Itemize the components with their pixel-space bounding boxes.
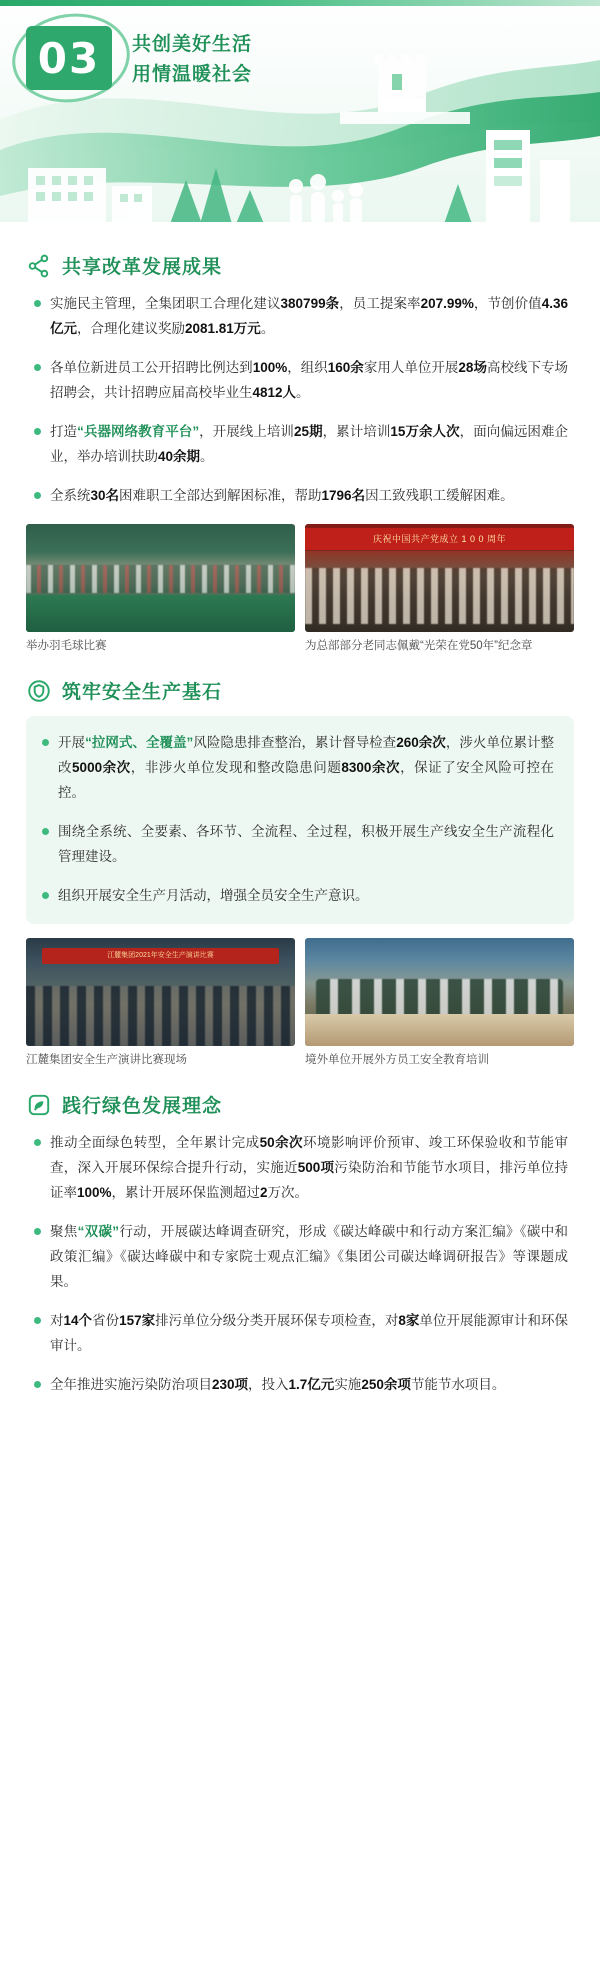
photo-caption: 为总部部分老同志佩戴“光荣在党50年”纪念章 [305, 640, 533, 652]
photo-people-silhouette [316, 979, 563, 1016]
list-item: 推动全面绿色转型，全年累计完成50余次环境影响评价预审、竣工环保验收和节能审查，深入开展环保综合提升行动，实施近500项污染防治和节能节水项目，排污单位持证率100%，累计开展环保监测超过2万次。 [26, 1130, 574, 1219]
party-anniversary-photo [305, 524, 574, 632]
list-item: 开展“拉网式、全覆盖”风险隐患排查整治，累计督导检查260余次，涉火单位累计整改5000余次，非涉火单位发现和整改隐患问题8300余次，保证了安全风险可控在控。 [34, 730, 560, 819]
badminton-match-photo [26, 524, 295, 632]
list-item: 聚焦“双碳”行动，开展碳达峰调查研究，形成《碳达峰碳中和行动方案汇编》《碳中和政策汇编》《碳达峰碳中和专家院士观点汇编》《集团公司碳达峰调研报告》等课题成果。 [26, 1219, 574, 1308]
bullet-list [26, 1130, 574, 1399]
photo-row [26, 938, 574, 1069]
list-item: 打造“兵器网络教育平台”，开展线上培训25期，累计培训15万余人次，面向偏远困难企业，举办培训扶助40余期。 [26, 419, 574, 483]
photo-people-silhouette [305, 568, 574, 624]
section-header [26, 252, 600, 279]
section-safety-production [0, 677, 600, 1069]
list-item: 全年推进实施污染防治项目230项，投入1.7亿元实施250余项节能节水项目。 [26, 1372, 574, 1399]
bullet-list [26, 716, 574, 924]
photo-overlay-text: 江麓集团2021年安全生产演讲比赛 [107, 952, 214, 959]
section-share-reform-results [0, 252, 600, 655]
page-banner [0, 0, 600, 230]
banner-title [132, 30, 252, 90]
list-item: 组织开展安全生产月活动，增强全员安全生产意识。 [34, 883, 560, 910]
photo-caption: 境外单位开展外方员工安全教育培训 [305, 1054, 489, 1066]
section-number-badge: 03 [26, 26, 112, 90]
list-item: 围绕全系统、全要素、各环节、全流程、全过程，积极开展生产线安全生产流程化管理建设。 [34, 819, 560, 883]
overseas-safety-training-photo [305, 938, 574, 1046]
banner-top-accent [0, 0, 600, 6]
photo-cell [26, 938, 295, 1069]
safety-speech-contest-photo [26, 938, 295, 1046]
photo-caption: 举办羽毛球比赛 [26, 640, 107, 652]
section-title: 共享改革发展成果 [62, 257, 223, 278]
photo-overlay-text: 庆祝中国共产党成立 1 0 0 周年 [372, 534, 507, 544]
photo-caption: 江麓集团安全生产演讲比赛现场 [26, 1054, 187, 1066]
section-title: 践行绿色发展理念 [62, 1096, 223, 1117]
green-leaf-box-icon [26, 1092, 52, 1118]
list-item: 全系统30名困难职工全部达到解困标准，帮助1796名因工致残职工缓解困难。 [26, 483, 574, 510]
photo-audience-silhouette [26, 986, 295, 1046]
shield-safety-icon [26, 678, 52, 704]
banner-title-line1: 共创美好生活 [132, 34, 253, 55]
photo-banner-text [42, 948, 279, 964]
photo-banner-text [305, 528, 574, 550]
banner-title-line2: 用情温暖社会 [132, 64, 253, 85]
section-title: 筑牢安全生产基石 [62, 682, 223, 703]
photo-cell [305, 938, 574, 1069]
photo-cell [26, 524, 295, 655]
list-item: 各单位新进员工公开招聘比例达到100%，组织160余家用人单位开展28场高校线下专场招聘会，共计招聘应届高校毕业生4812人。 [26, 355, 574, 419]
list-item: 对14个省份157家排污单位分级分类开展环保专项检查，对8家单位开展能源审计和环保审计。 [26, 1308, 574, 1372]
section-header [26, 1091, 600, 1118]
list-item: 实施民主管理，全集团职工合理化建议380799条，员工提案率207.99%，节创价值4.36亿元，合理化建议奖励2081.81万元。 [26, 291, 574, 355]
section-header [26, 677, 600, 704]
photo-cell [305, 524, 574, 655]
bullet-list [26, 291, 574, 510]
photo-row [26, 524, 574, 655]
photo-table-foreground [305, 1014, 574, 1046]
page-bottom-spacer [0, 1399, 600, 1417]
section-green-development [0, 1091, 600, 1399]
share-nodes-icon [26, 253, 52, 279]
